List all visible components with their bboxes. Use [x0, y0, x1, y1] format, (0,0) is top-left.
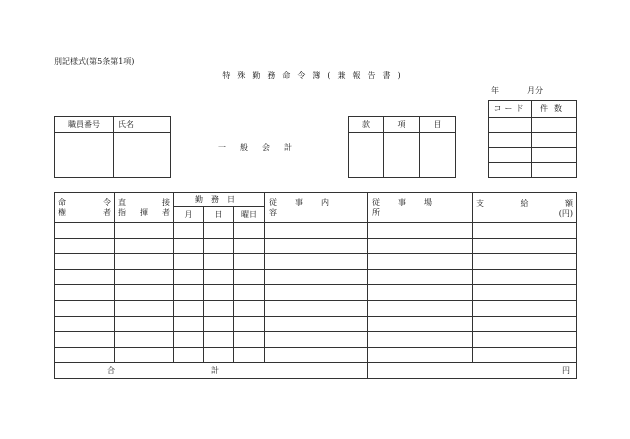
total-amount[interactable]: 円	[368, 363, 577, 379]
total-label: 合計	[55, 363, 368, 379]
payment-header: 支 給 額 (円)	[473, 193, 577, 223]
count-cell[interactable]	[532, 133, 577, 148]
month-label: 月分	[527, 86, 543, 95]
table-row	[55, 285, 577, 301]
code-cell[interactable]	[489, 163, 532, 178]
month-header: 月	[174, 207, 204, 223]
staff-box	[54, 116, 171, 178]
kou-field[interactable]	[384, 133, 420, 178]
work-place-header: 従事場所	[368, 193, 473, 223]
moku-field[interactable]	[420, 133, 456, 178]
total-row	[55, 363, 577, 379]
kou-header: 項	[384, 117, 420, 133]
moku-header: 目	[420, 117, 456, 133]
count-cell[interactable]	[532, 148, 577, 163]
count-cell[interactable]	[532, 118, 577, 133]
code-count-box	[488, 100, 577, 178]
count-header: 件数	[532, 101, 577, 118]
kan-field[interactable]	[349, 133, 384, 178]
table-row	[55, 300, 577, 316]
day-header: 日	[204, 207, 234, 223]
kan-header: 款	[349, 117, 384, 133]
table-row	[55, 238, 577, 254]
name-field[interactable]	[114, 133, 171, 178]
staff-no-field[interactable]	[55, 133, 114, 178]
code-cell[interactable]	[489, 133, 532, 148]
code-header: コード	[489, 101, 532, 118]
code-cell[interactable]	[489, 118, 532, 133]
budget-box	[348, 116, 456, 178]
work-content-header: 従事内容	[265, 193, 368, 223]
form-title: 特殊勤務命令簿(兼報告書)	[222, 71, 408, 80]
weekday-header: 曜日	[234, 207, 265, 223]
code-cell[interactable]	[489, 148, 532, 163]
account-label: 一般会計	[218, 143, 306, 152]
table-row	[55, 269, 577, 285]
table-row	[55, 254, 577, 270]
order-holder-header: 命 令 権 者	[55, 193, 115, 223]
count-cell[interactable]	[532, 163, 577, 178]
year-label: 年	[491, 86, 499, 95]
table-row	[55, 332, 577, 348]
direct-supervisor-header: 直 接 指 揮 者	[115, 193, 174, 223]
workday-header: 勤務日	[174, 193, 265, 207]
staff-no-header: 職員番号	[55, 117, 114, 133]
table-row	[55, 316, 577, 332]
name-header: 氏名	[114, 117, 171, 133]
form-reference: 別記様式(第5条第1項)	[54, 57, 135, 66]
table-row	[55, 347, 577, 363]
table-row	[55, 223, 577, 239]
main-table	[54, 192, 577, 379]
